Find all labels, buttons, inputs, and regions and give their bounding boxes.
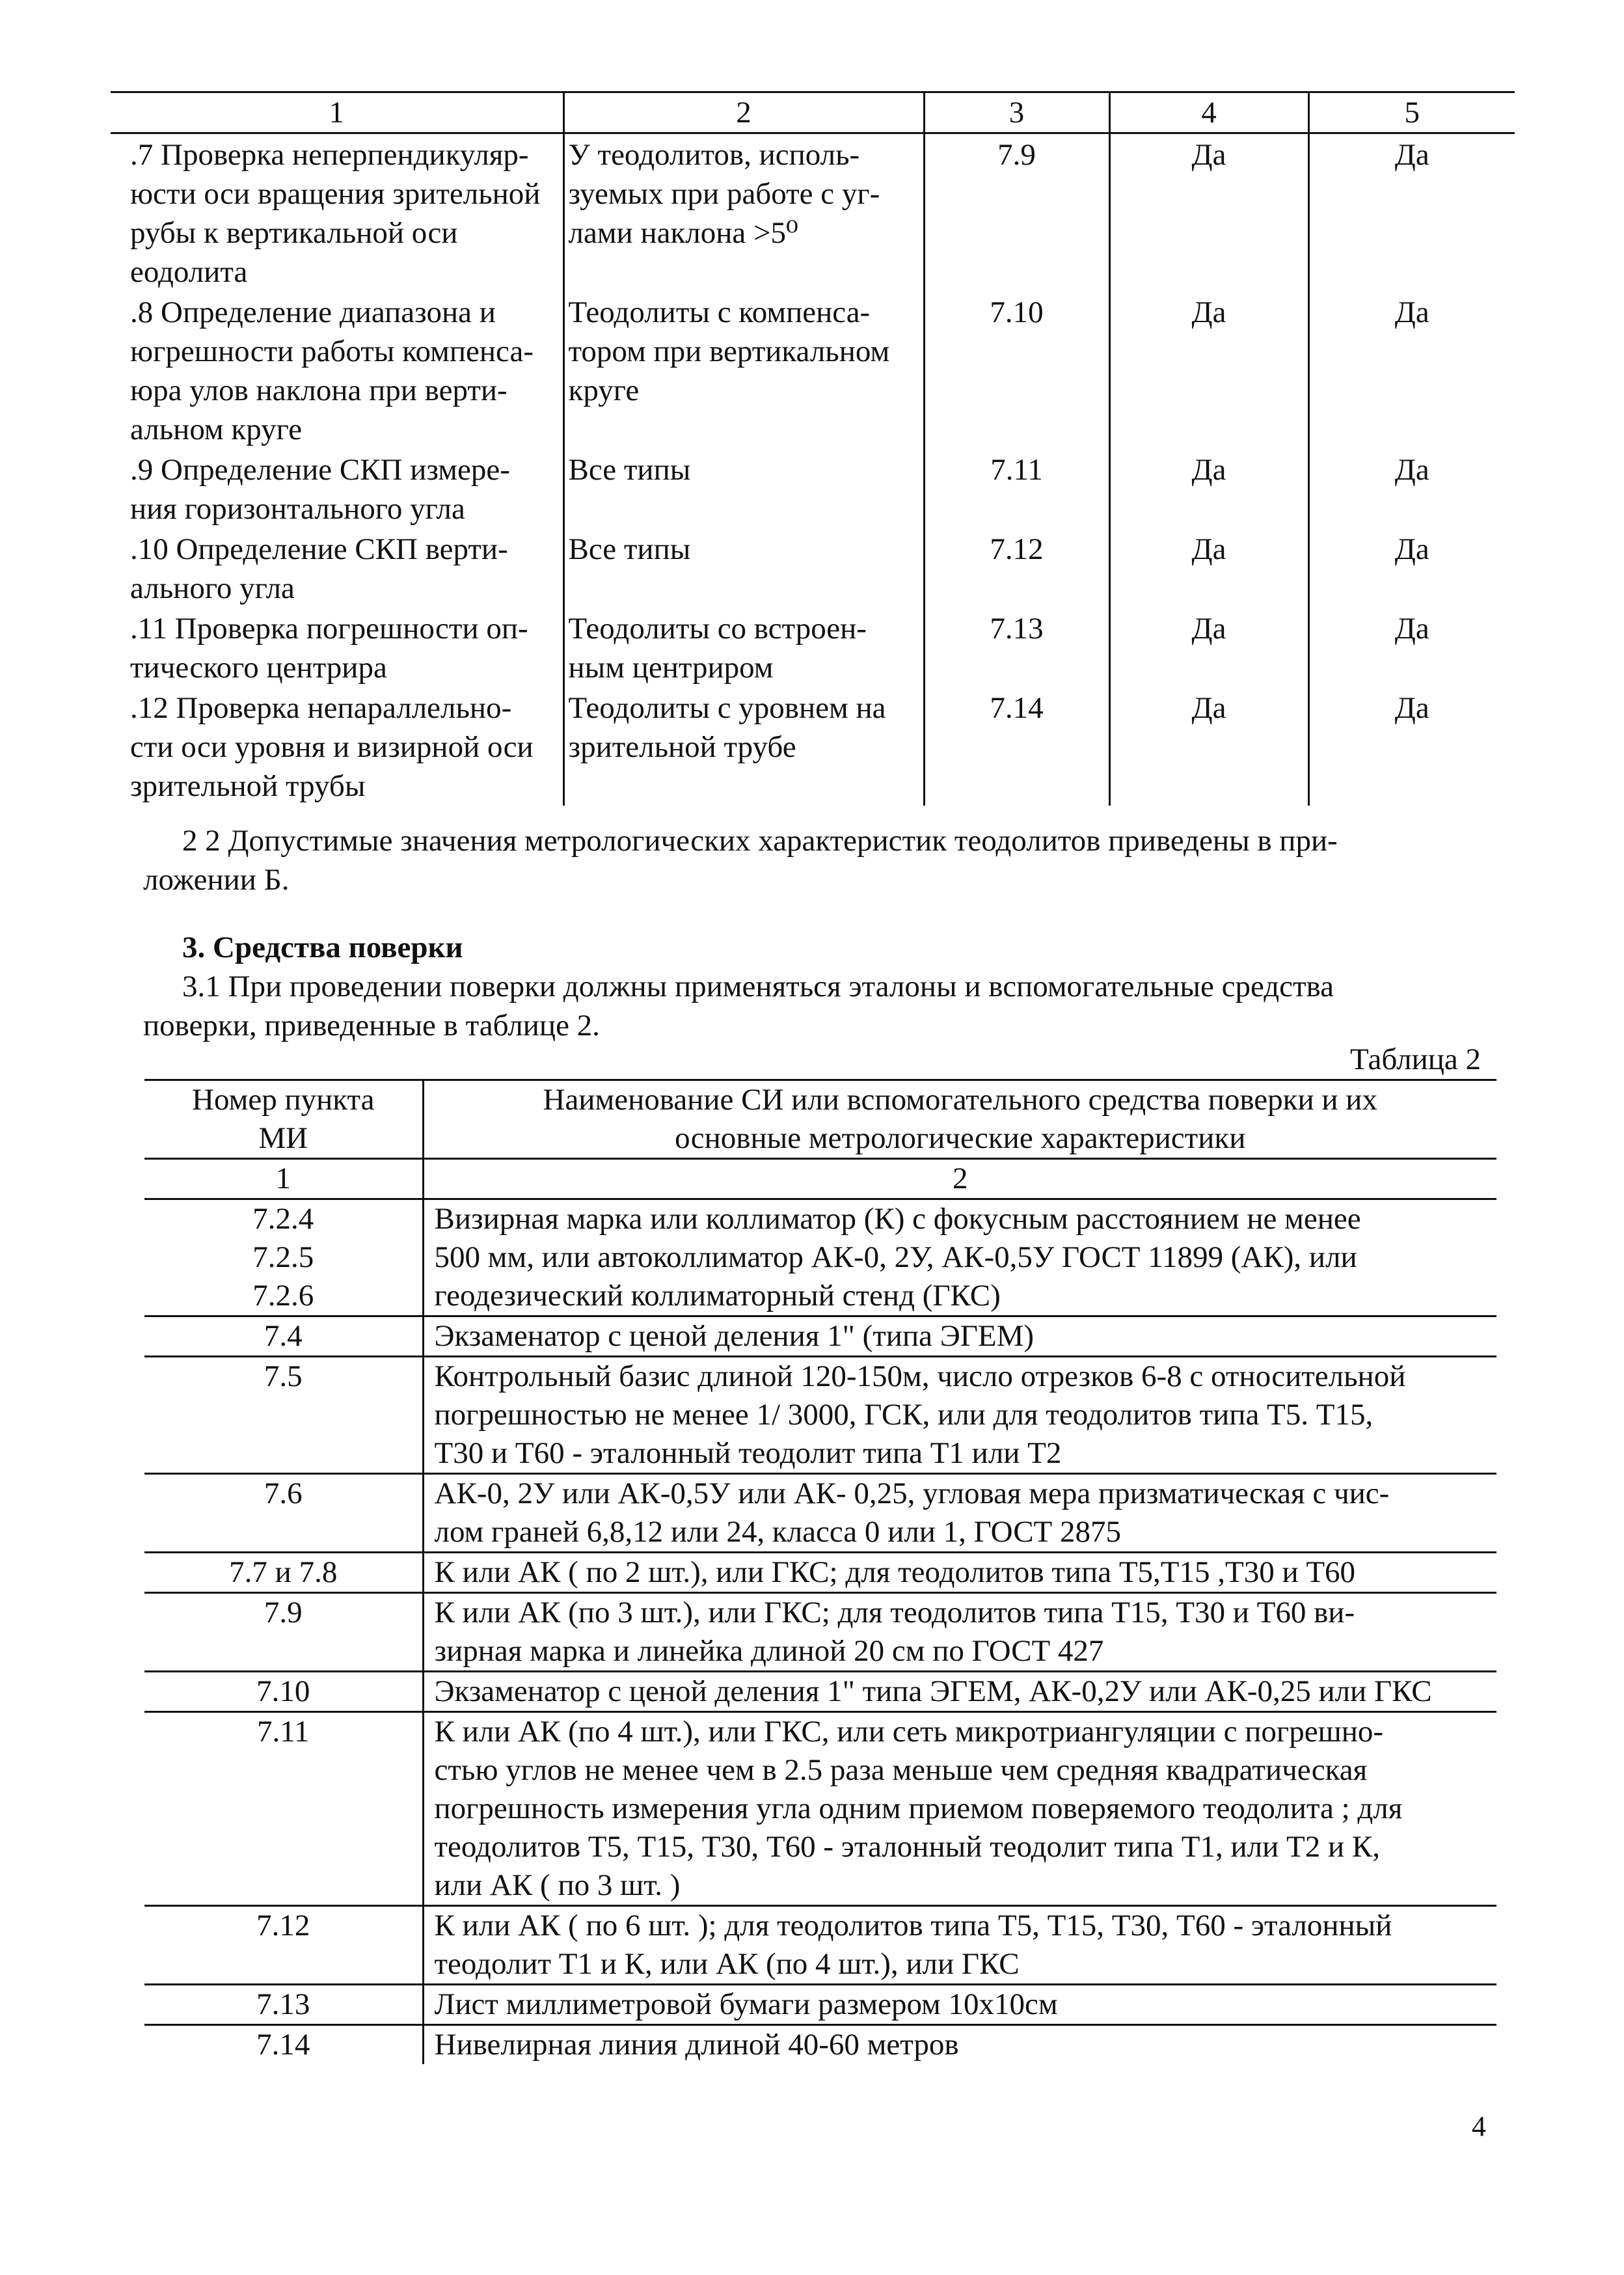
paragraph-2-2: 2 2 Допустимые значения метрологических характеристик теодолитов приведены в при- (182, 824, 1338, 858)
table-row (144, 1985, 1496, 2025)
verification-operations-table (111, 91, 1515, 806)
primary-verification-flag: Да (1109, 133, 1308, 292)
table2-means-header: Наименование СИ или вспомогательного средства поверки и их основные метрологические характеристики (423, 1080, 1496, 1159)
section-3-heading: 3. Средства поверки (182, 931, 463, 964)
method-item-number: 7.11 (924, 449, 1109, 528)
method-item-number: 7.6 (144, 1474, 423, 1553)
table-row (144, 1906, 1496, 1985)
paragraph-2-2-continuation: ложении Б. (143, 863, 290, 897)
theodolite-types: Теодолиты с компенса- тором при вертикальном круге (563, 292, 924, 449)
table-row (144, 1553, 1496, 1593)
table-row (144, 1357, 1496, 1474)
verification-means-text: К или АК (по 3 шт.), или ГКС; для теодолитов типа Т15, Т30 и Т60 ви- зирная марка и линейка длиной 20 см по ГОСТ 427 (423, 1593, 1496, 1672)
paragraph-3-1: 3.1 При проведении поверки должны применяться эталоны и вспомогательные средства (182, 970, 1334, 1003)
periodic-verification-flag: Да (1308, 528, 1515, 608)
table-row (144, 1672, 1496, 1712)
method-item-number: 7.13 (144, 1985, 423, 2025)
table-row (144, 1593, 1496, 1672)
table-row (111, 133, 1515, 292)
table-row (144, 1712, 1496, 1906)
operation-name: .7 Проверка неперпендикуляр- юсти оси вращения зрительной рубы к вертикальной оси еодолита (130, 138, 541, 289)
table-row (111, 608, 1515, 687)
method-item-number: 7.5 (144, 1357, 423, 1474)
periodic-verification-flag: Да (1308, 687, 1515, 806)
primary-verification-flag: Да (1109, 449, 1308, 528)
primary-verification-flag: Да (1109, 292, 1308, 449)
method-item-number: 7.9 (924, 133, 1109, 292)
verification-means-text: К или АК ( по 2 шт.), или ГКС; для теодолитов типа Т5,Т15 ,Т30 и Т60 (423, 1553, 1496, 1593)
table-row (111, 528, 1515, 608)
verification-means-text: Экзаменатор с ценой деления 1" (типа ЭГЕМ) (423, 1316, 1496, 1357)
method-item-number: 7.11 (144, 1712, 423, 1906)
verification-means-text: К или АК (по 4 шт.), или ГКС, или сеть микротриангуляции с погрешно- стью углов не менее чем в 2.5 раза меньше чем средняя квадратическая погрешность измерения угла одним приемом поверяемого теодолита ; для теодолитов Т5, Т15, Т30, Т60 - эталонный теодолит типа Т1, или Т2 и К, или АК ( по 3 шт. ) (423, 1712, 1496, 1906)
table2-col-2-number: 2 (423, 1159, 1496, 1199)
page-number: 4 (1472, 2110, 1486, 2142)
method-item-number: 7.14 (144, 2025, 423, 2065)
verification-means-text: Контрольный базис длиной 120-150м, число отрезков 6-8 с относительной погрешностью не менее 1/ 3000, ГСК, или для теодолитов типа Т5. Т15, Т30 и Т60 - эталонный теодолит типа Т1 или Т2 (423, 1357, 1496, 1474)
table1-col-5-header: 5 (1308, 92, 1515, 133)
method-item-number: 7.14 (924, 687, 1109, 806)
theodolite-types: Все типы (563, 449, 924, 528)
method-item-number: 7.9 (144, 1593, 423, 1672)
method-item-number: 7.7 и 7.8 (144, 1553, 423, 1593)
table2-header-row (144, 1080, 1496, 1159)
table-row (144, 1474, 1496, 1553)
table-row (111, 449, 1515, 528)
primary-verification-flag: Да (1109, 528, 1308, 608)
theodolite-types: У теодолитов, исполь- зуемых при работе с уг- лами наклона >5⁰ (563, 133, 924, 292)
method-item-number: 7.13 (924, 608, 1109, 687)
table-row (144, 1316, 1496, 1357)
method-item-number: 7.12 (924, 528, 1109, 608)
verification-means-text: Лист миллиметровой бумаги размером 10х10см (423, 1985, 1496, 2025)
theodolite-types: Все типы (563, 528, 924, 608)
operation-name: .9 Определение СКП измере- ния горизонтального угла (130, 453, 510, 526)
theodolite-types: Теодолиты с уровнем на зрительной трубе (563, 687, 924, 806)
periodic-verification-flag: Да (1308, 608, 1515, 687)
verification-means-text: Нивелирная линия длиной 40-60 метров (423, 2025, 1496, 2065)
method-item-number: 7.10 (924, 292, 1109, 449)
periodic-verification-flag: Да (1308, 133, 1515, 292)
verification-means-text: Визирная марка или коллиматор (К) с фокусным расстоянием не менее 500 мм, или автоколлиматор АК-0, 2У, АК-0,5У ГОСТ 11899 (АК), или геодезический коллиматорный стенд (ГКС) (423, 1199, 1496, 1316)
theodolite-types: Теодолиты со встроен- ным центриром (563, 608, 924, 687)
periodic-verification-flag: Да (1308, 449, 1515, 528)
table-2-label: Таблица 2 (1349, 1042, 1481, 1076)
table1-col-2-header: 2 (563, 92, 924, 133)
verification-means-text: АК-0, 2У или АК-0,5У или АК- 0,25, угловая мера призматическая с чис- лом граней 6,8,12 или 24, класса 0 или 1, ГОСТ 2875 (423, 1474, 1496, 1553)
method-item-number: 7.2.4 7.2.5 7.2.6 (144, 1199, 423, 1316)
table-row (111, 687, 1515, 806)
method-item-number: 7.10 (144, 1672, 423, 1712)
table1-header-row (111, 92, 1515, 133)
table2-item-header: Номер пункта МИ (144, 1080, 423, 1159)
table2-col-1-number: 1 (144, 1159, 423, 1199)
table2-numbering-row (144, 1159, 1496, 1199)
table-row (111, 292, 1515, 449)
operation-name: .12 Проверка непараллельно- сти оси уровня и визирной оси зрительной трубы (130, 691, 534, 803)
primary-verification-flag: Да (1109, 687, 1308, 806)
primary-verification-flag: Да (1109, 608, 1308, 687)
table1-col-1-header: 1 (111, 92, 563, 133)
method-item-number: 7.12 (144, 1906, 423, 1985)
operation-name: .10 Определение СКП верти- ального угла (130, 532, 508, 605)
verification-means-text: Экзаменатор с ценой деления 1" типа ЭГЕМ, АК-0,2У или АК-0,25 или ГКС (423, 1672, 1496, 1712)
periodic-verification-flag: Да (1308, 292, 1515, 449)
table1-col-4-header: 4 (1109, 92, 1308, 133)
table-row (144, 2025, 1496, 2065)
table-row (144, 1199, 1496, 1316)
verification-means-table (144, 1079, 1496, 2064)
operation-name: .11 Проверка погрешности оп- тического центрира (130, 612, 528, 685)
paragraph-3-1-continuation: поверки, приведенные в таблице 2. (143, 1009, 600, 1042)
method-item-number: 7.4 (144, 1316, 423, 1357)
table1-col-3-header: 3 (924, 92, 1109, 133)
verification-means-text: К или АК ( по 6 шт. ); для теодолитов типа Т5, Т15, Т30, Т60 - эталонный теодолит Т1 и К, или АК (по 4 шт.), или ГКС (423, 1906, 1496, 1985)
operation-name: .8 Определение диапазона и югрешности работы компенса- юра улов наклона при верти- альном круге (130, 295, 534, 446)
